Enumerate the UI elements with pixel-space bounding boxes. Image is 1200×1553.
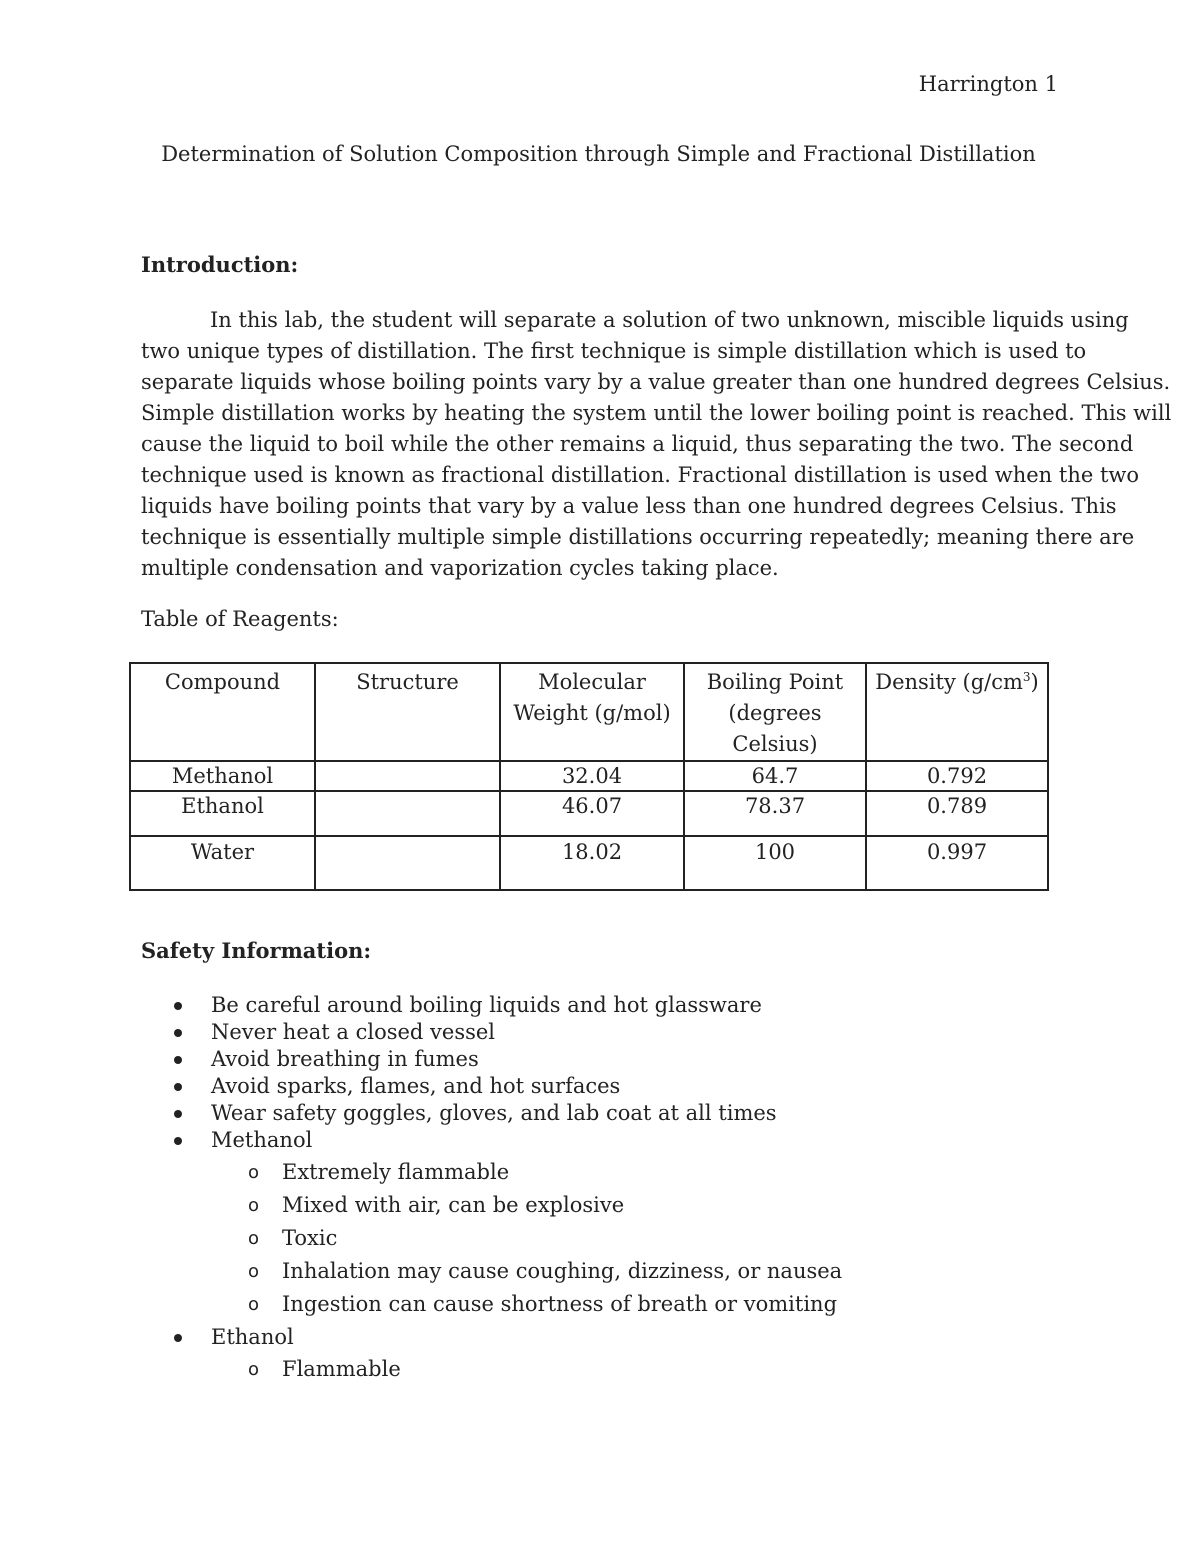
table-row [130, 836, 1048, 890]
sub-list-item: o Mixed with air, can be explosive [211, 1189, 1041, 1222]
intro-line: separate liquids whose boiling points vary by a value greater than one hundred degrees Celsius. [141, 370, 1171, 394]
circle-bullet-icon: o [248, 1228, 260, 1249]
cell-structure [315, 791, 500, 836]
sub-list-item: o Flammable [211, 1353, 1041, 1386]
circle-bullet-icon: o [248, 1195, 260, 1216]
sub-list-item: o Ingestion can cause shortness of breath or vomiting [211, 1288, 1041, 1321]
circle-bullet-icon: o [248, 1359, 260, 1380]
cell-boiling-point: 100 [684, 836, 866, 890]
cell-compound: Methanol [130, 761, 315, 791]
bullet-icon [174, 1056, 182, 1064]
intro-line: liquids have boiling points that vary by a value less than one hundred degrees Celsius. This [141, 494, 1117, 518]
header-molecular-weight: Molecular Weight (g/mol) [500, 663, 684, 761]
intro-line: two unique types of distillation. The first technique is simple distillation which is used to [141, 339, 1087, 363]
circle-bullet-icon: o [248, 1261, 260, 1282]
intro-line: technique is essentially multiple simple distillations occurring repeatedly; meaning there are [141, 525, 1135, 549]
cell-density: 0.997 [866, 836, 1048, 890]
cell-molecular-weight: 32.04 [500, 761, 684, 791]
document-title: Determination of Solution Composition through Simple and Fractional Distillation [161, 142, 1036, 166]
header-compound: Compound [130, 663, 315, 761]
bullet-icon [174, 1110, 182, 1118]
reagents-table [129, 662, 1049, 891]
ethanol-sublist [211, 1353, 1041, 1386]
list-item: Wear safety goggles, gloves, and lab coat at all times [141, 1100, 1041, 1127]
circle-bullet-icon: o [248, 1162, 260, 1183]
bullet-icon [174, 1137, 182, 1145]
header-structure: Structure [315, 663, 500, 761]
safety-heading: Safety Information: [141, 938, 372, 963]
cell-density: 0.792 [866, 761, 1048, 791]
table-header-row [130, 663, 1048, 761]
introduction-paragraph [141, 305, 1172, 584]
introduction-heading: Introduction: [141, 252, 299, 277]
list-item-ethanol: Ethanol o Flammable [141, 1324, 1041, 1386]
list-item: Avoid sparks, flames, and hot surfaces [141, 1073, 1041, 1100]
intro-line: technique used is known as fractional distillation. Fractional distillation is used when the two [141, 463, 1140, 487]
list-item: Never heat a closed vessel [141, 1019, 1041, 1046]
list-item-methanol: Methanol o Extremely flammable o Mixed with air, can be explosive o Toxic o Inhalation may cause coughing, dizziness, or nausea o Ingestion can cause shortness of breath or vomiting [141, 1127, 1041, 1321]
bullet-icon [174, 1334, 182, 1342]
bullet-icon [174, 1029, 182, 1037]
cell-compound: Water [130, 836, 315, 890]
intro-line: Simple distillation works by heating the system until the lower boiling point is reached. This will [141, 401, 1172, 425]
header-boiling-point: Boiling Point (degrees Celsius) [684, 663, 866, 761]
intro-line: In this lab, the student will separate a solution of two unknown, miscible liquids using [210, 308, 1129, 332]
table-caption: Table of Reagents: [141, 607, 339, 631]
cell-structure [315, 836, 500, 890]
safety-list [141, 992, 1041, 1386]
circle-bullet-icon: o [248, 1294, 260, 1315]
cell-molecular-weight: 46.07 [500, 791, 684, 836]
table-row [130, 761, 1048, 791]
sub-list-item: o Inhalation may cause coughing, dizziness, or nausea [211, 1255, 1041, 1288]
cell-boiling-point: 64.7 [684, 761, 866, 791]
sub-list-item: o Toxic [211, 1222, 1041, 1255]
cell-compound: Ethanol [130, 791, 315, 836]
cell-molecular-weight: 18.02 [500, 836, 684, 890]
bullet-icon [174, 1002, 182, 1010]
header-density: Density $(g/cm^3)$ [866, 663, 1048, 761]
table-row [130, 791, 1048, 836]
page-header: Harrington 1 [918, 72, 1058, 96]
intro-line: cause the liquid to boil while the other remains a liquid, thus separating the two. The second [141, 432, 1134, 456]
cell-density: 0.789 [866, 791, 1048, 836]
cell-structure [315, 761, 500, 791]
bullet-icon [174, 1083, 182, 1091]
list-item: Avoid breathing in fumes [141, 1046, 1041, 1073]
sub-list-item: o Extremely flammable [211, 1156, 1041, 1189]
list-item: Be careful around boiling liquids and hot glassware [141, 992, 1041, 1019]
methanol-sublist [211, 1156, 1041, 1321]
intro-line: multiple condensation and vaporization cycles taking place. [141, 556, 779, 580]
cell-boiling-point: 78.37 [684, 791, 866, 836]
